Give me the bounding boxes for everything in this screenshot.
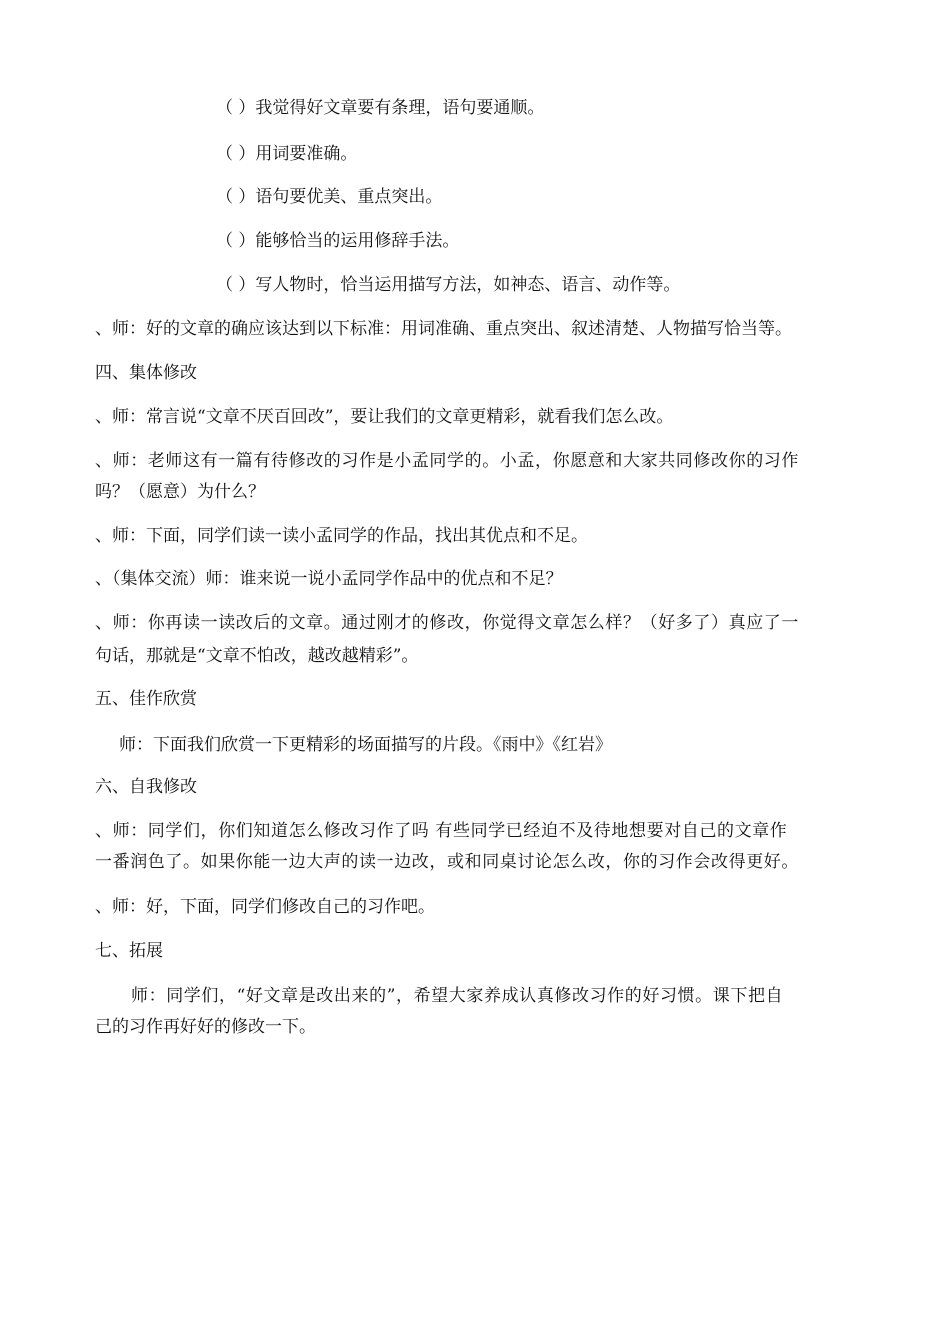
checklist-item-1: （ ）我觉得好文章要有条理，语句要通顺。 — [216, 98, 545, 118]
section-heading-7: 七、拓展 — [95, 941, 163, 961]
checklist-item-4: （ ）能够恰当的运用修辞手法。 — [216, 231, 460, 251]
paragraph-reread-line-1: 、师：你再读一读改后的文章。通过刚才的修改，你觉得文章怎么样？（好多了）真应了一 — [95, 613, 799, 633]
section-heading-4: 四、集体修改 — [95, 363, 197, 383]
paragraph-xiaomeng-line-2: 吗？（愿意）为什么？ — [95, 482, 265, 502]
paragraph-read-work: 、师：下面，同学们读一读小孟同学的作品，找出其优点和不足。 — [95, 526, 588, 546]
section-heading-6: 六、自我修改 — [95, 777, 197, 797]
checklist-item-5: （ ）写人物时，恰当运用描写方法，如神态、语言、动作等。 — [216, 275, 681, 295]
paragraph-group-discussion: 、（集体交流）师：谁来说一说小孟同学作品中的优点和不足？ — [95, 569, 563, 589]
paragraph-extension-line-1: 师：同学们，“好文章是改出来的”，希望大家养成认真修改习作的好习惯。课下把自 — [131, 986, 784, 1006]
checklist-item-2: （ ）用词要准确。 — [216, 144, 358, 164]
paragraph-self-revise-line-2: 一番润色了。如果你能一边大声的读一边改，或和同桌讨论怎么改，你的习作会改得更好。 — [95, 852, 799, 872]
paragraph-revise-now: 、师：好，下面，同学们修改自己的习作吧。 — [95, 897, 435, 917]
paragraph-reread-line-2: 句话，那就是“文章不怕改，越改越精彩”。 — [95, 646, 419, 666]
paragraph-appreciation: 师：下面我们欣赏一下更精彩的场面描写的片段。《雨中》《红岩》 — [119, 735, 612, 755]
paragraph-self-revise-line-1: 、师：同学们，你们知道怎么修改习作了吗 有些同学已经迫不及待地想要对自己的文章作 — [95, 821, 788, 841]
paragraph-xiaomeng-line-1: 、师：老师这有一篇有待修改的习作是小孟同学的。小孟，你愿意和大家共同修改你的习作 — [95, 451, 799, 471]
paragraph-standards: 、师：好的文章的确应该达到以下标准：用词准确、重点突出、叙述清楚、人物描写恰当等。 — [95, 319, 792, 339]
checklist-item-3: （ ）语句要优美、重点突出。 — [216, 187, 443, 207]
section-heading-5: 五、佳作欣赏 — [95, 689, 197, 709]
paragraph-revision-quote: 、师：常言说“文章不厌百回改”，要让我们的文章更精彩，就看我们怎么改。 — [95, 407, 674, 427]
paragraph-extension-line-2: 己的习作再好好的修改一下。 — [95, 1017, 316, 1037]
